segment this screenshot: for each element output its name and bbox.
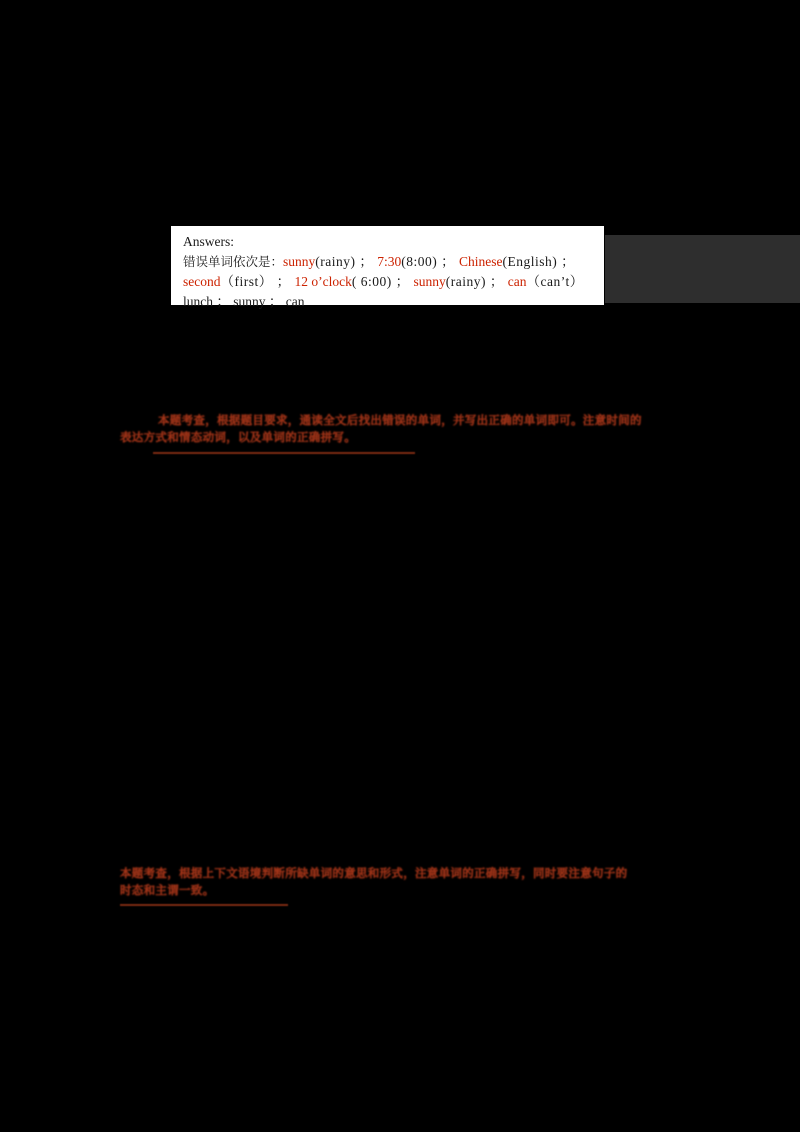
answers-line-1-text-2: (8:00) ； bbox=[401, 254, 460, 269]
background-band bbox=[600, 235, 800, 303]
answers-title: Answers: bbox=[183, 234, 234, 249]
annotation-lower bbox=[120, 865, 690, 899]
answers-line-2-word-4: can bbox=[507, 274, 527, 289]
answers-line-2-word-2: 12 o’clock bbox=[294, 274, 352, 289]
annotation-upper-line-2: 表达方式和情态动词，以及单词的正确拼写。 bbox=[120, 430, 356, 444]
answers-line-2 bbox=[183, 272, 594, 292]
answers-line-3: lunch ； sunny ； can bbox=[183, 294, 305, 309]
annotation-lower-line-1: 本题考查，根据上下文语境判断所缺单词的意思和形式，注意单词的正确拼写，同时要注意句子的 bbox=[120, 866, 628, 880]
answers-line-2-word-1: second bbox=[183, 274, 221, 289]
annotation-upper bbox=[120, 412, 690, 446]
answers-line-2-text-4: （can’t） bbox=[526, 274, 584, 289]
annotation-lower-line-2: 时态和主谓一致。 bbox=[120, 883, 215, 897]
annotation-upper-underline bbox=[153, 452, 415, 454]
annotation-lower-underline bbox=[120, 904, 288, 906]
answers-line-1-word-1: sunny bbox=[283, 254, 316, 269]
answers-line-1-prefix: 错误单词依次是： bbox=[183, 254, 284, 269]
answers-line-1-text-1: (rainy) ； bbox=[315, 254, 378, 269]
answers-line-2-text-1: （first） ； bbox=[220, 274, 295, 289]
answers-line-1-text-3: (English) ； bbox=[502, 254, 576, 269]
answers-line-1-word-3: Chinese bbox=[459, 254, 503, 269]
answers-box bbox=[170, 225, 605, 309]
answers-line-2-text-3: (rainy) ； bbox=[445, 274, 508, 289]
answers-line-2-text-2: ( 6:00) ； bbox=[351, 274, 414, 289]
annotation-upper-line-1: 本题考查，根据题目要求，通读全文后找出错误的单词，并写出正确的单词即可。注意时间的 bbox=[158, 413, 642, 427]
answers-line-1-word-2: 7:30 bbox=[377, 254, 402, 269]
answers-line-1 bbox=[183, 252, 594, 272]
answers-line-2-word-3: sunny bbox=[413, 274, 446, 289]
